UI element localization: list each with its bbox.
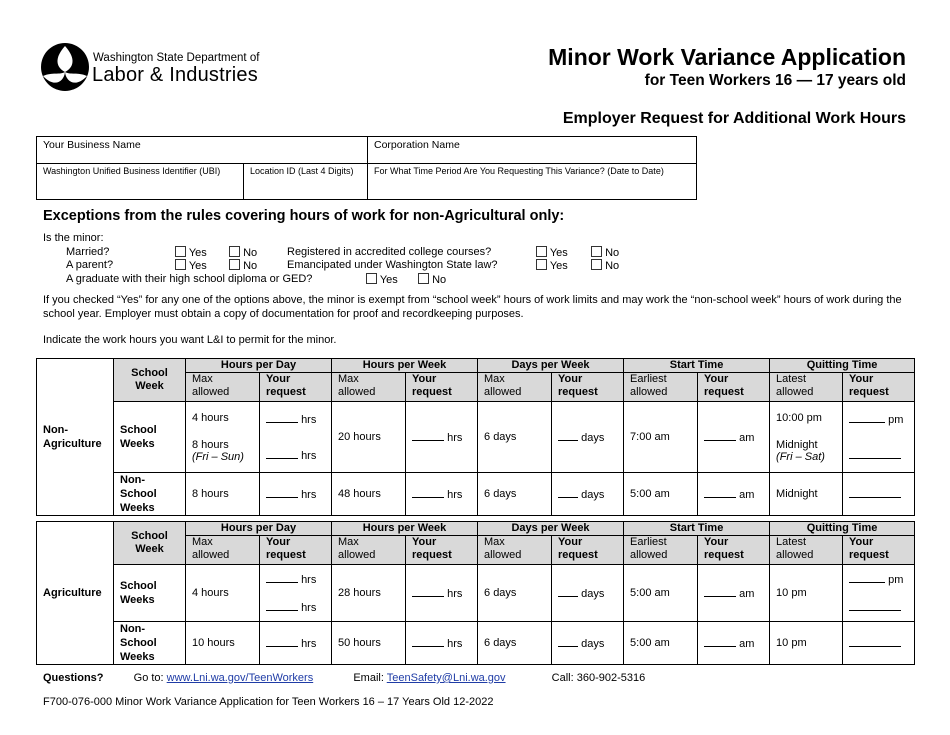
school-weeks-label: School Weeks [114, 402, 186, 473]
table-row [37, 402, 915, 473]
questions-label: Questions? [43, 672, 104, 684]
request-title: Employer Request for Additional Work Hours [562, 110, 906, 127]
quitting-time-header: Quitting Time [770, 522, 915, 536]
max-hours-per-day-cell: 10 hours [186, 622, 260, 665]
earliest-allowed-header: Earliest allowed [624, 536, 698, 565]
request-hours-per-week-input[interactable] [412, 586, 444, 597]
parent-no-checkbox[interactable] [229, 259, 240, 270]
max-days-per-week-cell: 6 days [478, 402, 552, 473]
agency-name-line1: Washington State Department of [93, 52, 260, 64]
contact-footer [43, 672, 913, 684]
hours-per-day-header: Hours per Day [186, 359, 332, 373]
non-agriculture-label: Non-Agriculture [43, 424, 102, 450]
email-link[interactable]: TeenSafety@Lni.wa.gov [386, 672, 506, 684]
your-request-header: Your request [843, 536, 915, 565]
goto-label: Go to: [133, 672, 164, 684]
latest-allowed-header: Latest allowed [770, 373, 843, 402]
website-link[interactable]: www.Lni.wa.gov/TeenWorkers [166, 672, 314, 684]
college-no-option[interactable]: No [591, 246, 619, 259]
graduate-no-option[interactable]: No [418, 273, 446, 286]
request-days-per-week-input[interactable] [558, 487, 578, 498]
email-label: Email: [353, 672, 384, 684]
college-question: Registered in accredited college courses? [287, 246, 492, 258]
college-yes-checkbox[interactable] [536, 246, 547, 257]
your-request-header: Your request [552, 536, 624, 565]
request-quit-alt-input[interactable] [849, 600, 901, 611]
phone-number: Call: 360-902-5316 [551, 672, 646, 684]
request-days-per-week-input[interactable] [558, 586, 578, 597]
your-request-header: Your request [260, 536, 332, 565]
request-quit-weekend-input[interactable] [849, 448, 901, 459]
school-week-header: School Week [114, 359, 186, 402]
location-id-label: Location ID (Last 4 Digits) [250, 166, 354, 176]
max-hours-per-week-cell: 28 hours [332, 565, 406, 622]
request-start-input[interactable] [704, 487, 736, 498]
request-start-input[interactable] [704, 586, 736, 597]
request-days-per-week-input[interactable] [558, 430, 578, 441]
request-hours-per-day-input[interactable] [266, 487, 298, 498]
your-request-header: Your request [406, 373, 478, 402]
exceptions-intro: Is the minor: [43, 232, 104, 244]
request-quit-cell [843, 473, 915, 516]
business-name-field[interactable] [37, 137, 368, 163]
request-hours-per-week-input[interactable] [412, 430, 444, 441]
request-quit-input[interactable] [849, 412, 885, 423]
agriculture-hours-table [36, 521, 915, 665]
school-week-header: School Week [114, 522, 186, 565]
your-request-header: Your request [260, 373, 332, 402]
earliest-start-cell: 5:00 am [624, 622, 698, 665]
your-request-header: Your request [552, 373, 624, 402]
emancipated-yes-checkbox[interactable] [536, 259, 547, 270]
request-quit-input[interactable] [849, 636, 901, 647]
request-hours-per-day-alt-input[interactable] [266, 600, 298, 611]
request-start-cell: am [698, 565, 770, 622]
business-name-label: Your Business Name [43, 139, 141, 151]
college-no-checkbox[interactable] [591, 246, 602, 257]
request-hours-per-day-weekend-input[interactable] [266, 448, 298, 459]
max-days-per-week-cell: 6 days [478, 565, 552, 622]
latest-allowed-header: Latest allowed [770, 536, 843, 565]
time-period-field[interactable] [368, 163, 698, 201]
exemption-note: If you checked “Yes” for any one of the options above, the minor is exempt from “school week” hours of work limits and may work the “non-school week” hours of work during the school year. Employer must obtain a copy of documentation for proof and recordkeeping purposes. [43, 294, 902, 320]
request-hours-per-week-input[interactable] [412, 636, 444, 647]
married-yes-option[interactable]: Yes [175, 246, 207, 259]
married-no-option[interactable]: No [229, 246, 257, 259]
emancipated-yes-option[interactable]: Yes [536, 259, 568, 272]
married-yes-checkbox[interactable] [175, 246, 186, 257]
married-question: Married? [66, 246, 110, 258]
max-allowed-header: Max allowed [186, 536, 260, 565]
request-days-per-week-input[interactable] [558, 636, 578, 647]
max-allowed-header: Max allowed [478, 536, 552, 565]
request-quit-input[interactable] [849, 487, 901, 498]
max-allowed-header: Max allowed [332, 373, 406, 402]
table-row [37, 565, 915, 622]
max-days-per-week-cell: 6 days [478, 622, 552, 665]
request-hours-per-day-input[interactable] [266, 572, 298, 583]
request-start-input[interactable] [704, 636, 736, 647]
college-yes-option[interactable]: Yes [536, 246, 568, 259]
days-per-week-header: Days per Week [478, 359, 624, 373]
request-start-cell: am [698, 402, 770, 473]
max-hours-per-day-cell: 4 hours 8 hours (Fri – Sun) [186, 402, 260, 473]
request-quit-cell: pm [843, 402, 915, 473]
your-request-header: Your request [406, 536, 478, 565]
max-hours-per-week-cell: 20 hours [332, 402, 406, 473]
emancipated-no-checkbox[interactable] [591, 259, 602, 270]
request-hours-per-week-input[interactable] [412, 487, 444, 498]
latest-quit-cell: Midnight [770, 473, 843, 516]
form-subtitle: for Teen Workers 16 — 17 years old [644, 72, 906, 89]
request-days-per-week-cell: days [552, 622, 624, 665]
request-start-input[interactable] [704, 430, 736, 441]
graduate-no-checkbox[interactable] [418, 273, 429, 284]
parent-yes-option[interactable]: Yes [175, 259, 207, 272]
your-request-header: Your request [698, 536, 770, 565]
hours-per-week-header: Hours per Week [332, 522, 478, 536]
business-info-box [36, 136, 697, 200]
hours-per-week-header: Hours per Week [332, 359, 478, 373]
quitting-time-header: Quitting Time [770, 359, 915, 373]
agriculture-label: Agriculture [43, 587, 102, 599]
request-hours-per-week-cell: hrs [406, 622, 478, 665]
parent-yes-checkbox[interactable] [175, 259, 186, 270]
ubi-label: Washington Unified Business Identifier (UBI) [43, 166, 221, 176]
exceptions-heading: Exceptions from the rules covering hours of work for non-Agricultural only: [43, 208, 565, 224]
agriculture-label-cell [37, 522, 114, 665]
graduate-question: A graduate with their high school diploma or GED? [66, 273, 313, 285]
request-days-per-week-cell: days [552, 473, 624, 516]
info-divider [243, 163, 244, 199]
max-allowed-header: Max allowed [478, 373, 552, 402]
lni-logo-icon [40, 42, 90, 92]
indicate-hours-text: Indicate the work hours you want L&I to permit for the minor. [43, 334, 337, 346]
emancipated-no-option[interactable]: No [591, 259, 619, 272]
info-divider [367, 137, 368, 199]
request-hours-per-day-cell: hrs [260, 473, 332, 516]
school-weeks-label: School Weeks [114, 565, 186, 622]
max-hours-per-week-cell: 50 hours [332, 622, 406, 665]
non-agriculture-hours-table [36, 358, 915, 516]
request-days-per-week-cell: days [552, 402, 624, 473]
corporation-name-label: Corporation Name [374, 139, 460, 151]
latest-quit-cell: 10 pm [770, 622, 843, 665]
location-id-field[interactable] [244, 163, 368, 201]
request-hours-per-week-cell: hrs [406, 473, 478, 516]
request-hours-per-day-cell: hrs [260, 622, 332, 665]
request-hours-per-week-cell: hrs [406, 565, 478, 622]
max-days-per-week-cell: 6 days [478, 473, 552, 516]
earliest-allowed-header: Earliest allowed [624, 373, 698, 402]
emancipated-question: Emancipated under Washington State law? [287, 259, 498, 271]
time-period-label: For What Time Period Are You Requesting This Variance? (Date to Date) [374, 166, 664, 176]
parent-no-option[interactable]: No [229, 259, 257, 272]
max-allowed-header: Max allowed [186, 373, 260, 402]
earliest-start-cell: 7:00 am [624, 402, 698, 473]
request-hours-per-day-cell: hrs hrs [260, 565, 332, 622]
earliest-start-cell: 5:00 am [624, 473, 698, 516]
parent-question: A parent? [66, 259, 114, 271]
max-hours-per-week-cell: 48 hours [332, 473, 406, 516]
table-row [37, 622, 915, 665]
form-number: F700-076-000 Minor Work Variance Application for Teen Workers 16 – 17 Years Old 12-2022 [43, 696, 494, 708]
ubi-field[interactable] [37, 163, 244, 201]
request-quit-cell: pm [843, 565, 915, 622]
your-request-header: Your request [843, 373, 915, 402]
latest-quit-cell: 10:00 pm Midnight (Fri – Sat) [770, 402, 843, 473]
max-hours-per-day-cell: 8 hours [186, 473, 260, 516]
earliest-start-cell: 5:00 am [624, 565, 698, 622]
max-hours-per-day-cell: 4 hours [186, 565, 260, 622]
married-no-checkbox[interactable] [229, 246, 240, 257]
days-per-week-header: Days per Week [478, 522, 624, 536]
latest-quit-cell: 10 pm [770, 565, 843, 622]
non-school-weeks-label: Non-School Weeks [114, 622, 186, 665]
request-quit-cell [843, 622, 915, 665]
graduate-yes-checkbox[interactable] [366, 273, 377, 284]
agency-name-line2: Labor & Industries [92, 64, 258, 86]
request-hours-per-day-cell: hrs hrs [260, 402, 332, 473]
form-title: Minor Work Variance Application [548, 44, 906, 70]
graduate-yes-option[interactable]: Yes [366, 273, 398, 286]
non-agriculture-label-cell [37, 359, 114, 516]
request-hours-per-day-input[interactable] [266, 636, 298, 647]
request-hours-per-day-input[interactable] [266, 412, 298, 423]
start-time-header: Start Time [624, 359, 770, 373]
request-start-cell: am [698, 622, 770, 665]
table-row [37, 473, 915, 516]
request-start-cell: am [698, 473, 770, 516]
your-request-header: Your request [698, 373, 770, 402]
start-time-header: Start Time [624, 522, 770, 536]
max-allowed-header: Max allowed [332, 536, 406, 565]
hours-per-day-header: Hours per Day [186, 522, 332, 536]
request-quit-input[interactable] [849, 572, 885, 583]
request-days-per-week-cell: days [552, 565, 624, 622]
corporation-name-field[interactable] [368, 137, 698, 163]
request-hours-per-week-cell: hrs [406, 402, 478, 473]
non-school-weeks-label: Non-School Weeks [114, 473, 186, 516]
